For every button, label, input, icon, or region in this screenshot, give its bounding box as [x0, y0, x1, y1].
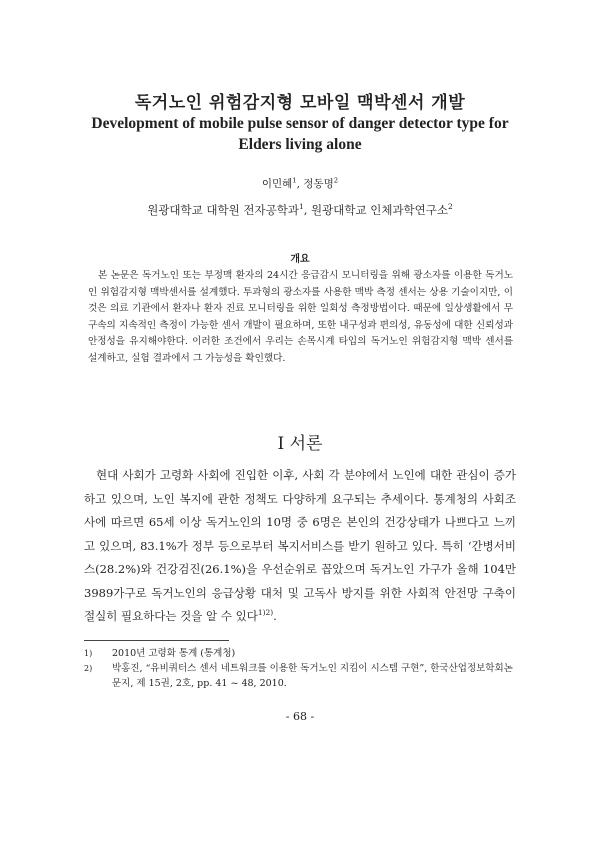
footnote-text: 박홍진, “유비쿼터스 센서 네트워크를 이용한 독거노인 지킴이 시스템 구현”, 한국산업정보학회논문지, 제 15권, 2호, pp. 41 ~ 48, 2010. — [112, 663, 513, 689]
footnote-mark: 1) — [84, 649, 93, 658]
paper-title-english — [0, 113, 600, 155]
abstract-heading: 개요 — [290, 254, 310, 265]
footnote-mark: 2) — [84, 664, 93, 673]
section-title: I 서론 — [277, 434, 323, 454]
paper-title-korean: 독거노인 위험감지형 모바일 맥박센서 개발 — [134, 93, 466, 113]
author-list — [0, 176, 600, 191]
footnote-rule — [84, 640, 229, 641]
footnote-item — [84, 661, 516, 691]
author-name: 정동명 — [303, 178, 334, 190]
affiliation-name: 원광대학교 대학원 전자공학과 — [147, 203, 299, 217]
affiliation-mark: 2 — [448, 202, 453, 212]
body-paragraph — [84, 464, 516, 629]
affiliation-list — [0, 202, 600, 218]
english-title-line-2: Elders living alone — [238, 136, 362, 153]
footnote-item — [84, 646, 516, 661]
citation-marks: 1)2) — [257, 608, 274, 618]
affiliation-mark: 1 — [298, 202, 304, 212]
affiliation-name: 원광대학교 인체과학연구소 — [311, 203, 448, 217]
affiliation-separator: , — [303, 203, 312, 217]
footnote-text: 2010년 고령화 통계 (통계청) — [112, 648, 236, 659]
page-number: - 68 - — [285, 710, 315, 723]
author-name: 이민혜 — [261, 178, 293, 190]
author-mark: 1 — [292, 176, 297, 185]
body-text: 현대 사회가 고령화 사회에 진입한 이후, 사회 각 분야에서 노인에 대한 관심이 증가하고 있으며, 노인 복지에 관한 정책도 다양하게 요구되는 추세이다. 통계청의 사회조사에 따르면 65세 이상 독거노인의 10명 중 6명은 본인의 건강상태가 나쁘다고 느끼고 있으며, 83.1%가 정부 등으로부터 복지서비스를 받기 원하고 있다. 특히 ‘간병서비스(28.2%)와 건강검진(26.1%)을 우선순위로 꼽았으며 독거노인 가구가 올해 104만 3989가구로 독거노인의 응급상황 대처 및 고독사 방지를 위한 사회적 안전망 구축이 절실히 필요하다는 것을 알 수 있다 — [84, 468, 516, 623]
author-mark: 2 — [333, 176, 339, 185]
footnote-list — [84, 646, 516, 691]
author-separator: , — [296, 178, 304, 190]
body-end: . — [273, 609, 277, 623]
english-title-line-1: Development of mobile pulse sensor of danger detector type for — [91, 115, 509, 132]
abstract-text: 본 논문은 독거노인 또는 부정맥 환자의 24시간 응급감시 모니터링을 위해 광소자를 이용한 독거노인 위험감지형 맥박센서를 설계했다. 투과형의 광소자를 사용한 맥박 측정 센서는 상용 기술이지만, 이것은 의료 기관에서 환자나 환자 진료 모니터링을 위한 일회성 측정방법이다. 때문에 일상생활에서 무구속의 지속적인 측정이 가능한 센서 개발이 필요하며, 또한 내구성과 편의성, 유동성에 대한 신뢰성과 안정성을 유지해야한다. 이러한 조건에서 우리는 손목시계 타입의 독거노인 위험감지형 맥박 센서를 설계하고, 실험 결과에서 그 가능성을 확인했다. — [88, 270, 513, 364]
